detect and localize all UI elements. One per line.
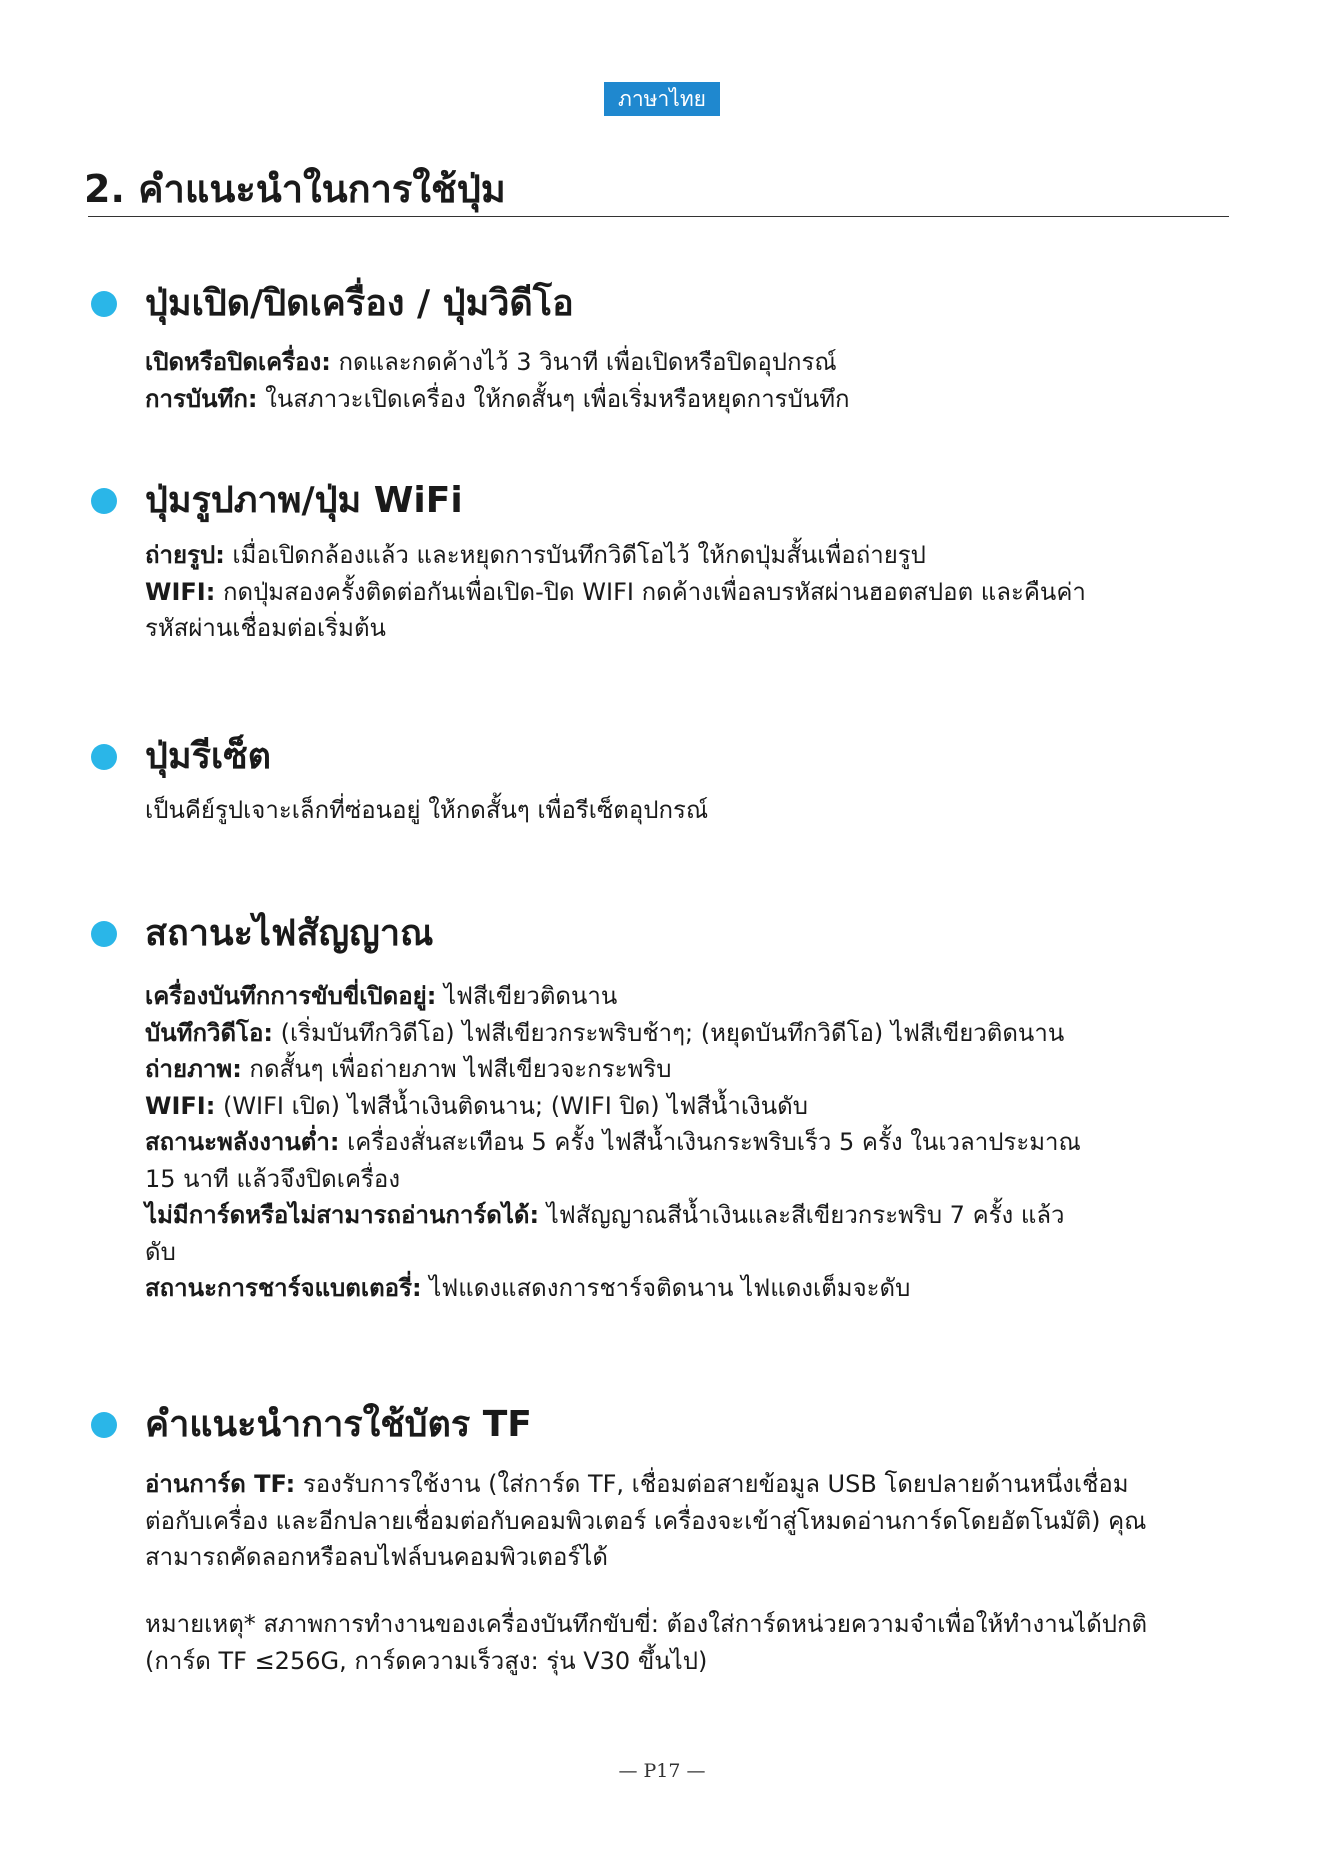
line-text: (WIFI เปิด) ไฟสีน้ำเงินติดนาน; (WIFI ปิด) ไฟสีน้ำเงินดับ [215, 1091, 808, 1120]
line-text: กดปุ่มสองครั้งติดต่อกันเพื่อเปิด-ปิด WIFI กดค้างเพื่อลบรหัสผ่านฮอตสปอต และคืนค่า [215, 577, 1086, 606]
body-line [145, 1539, 1195, 1576]
section-title: ปุ่มเปิด/ปิดเครื่อง / ปุ่มวิดีโอ [145, 283, 574, 324]
line-text: เมื่อเปิดกล้องแล้ว และหยุดการบันทึกวิดีโอไว้ ให้กดปุ่มสั้นเพื่อถ่ายรูป [224, 541, 926, 569]
line-label: WIFI: [145, 577, 216, 606]
line-label: ไม่มีการ์ดหรือไม่สามารถอ่านการ์ดได้: [145, 1201, 540, 1229]
section-body [145, 1466, 1195, 1576]
line-text: เครื่องสั่นสะเทือน 5 ครั้ง ไฟสีน้ำเงินกระพริบเร็ว 5 ครั้ง ในเวลาประมาณ [339, 1128, 1081, 1156]
line-text: สามารถคัดลอกหรือลบไฟล์บนคอมพิวเตอร์ได้ [145, 1543, 608, 1571]
line-text: กดและกดค้างไว้ 3 วินาที เพื่อเปิดหรือปิดอุปกรณ์ [330, 348, 837, 376]
bullet-icon [91, 744, 117, 770]
heading-divider [88, 216, 1229, 217]
section-body [145, 978, 1195, 1307]
line-text: รหัสผ่านเชื่อมต่อเริ่มต้น [145, 614, 386, 642]
body-line [145, 1015, 1195, 1052]
body-line [145, 1197, 1195, 1234]
body-line [145, 1124, 1195, 1161]
section-body [145, 792, 1195, 829]
bullet-icon [91, 921, 117, 947]
body-line [145, 610, 1195, 647]
note-line: (การ์ด TF ≤256G, การ์ดความเร็วสูง: รุ่น V30 ขึ้นไป) [145, 1647, 708, 1675]
body-line [145, 1161, 1195, 1198]
line-label: เปิดหรือปิดเครื่อง: [145, 348, 331, 376]
line-label: ถ่ายภาพ: [145, 1055, 242, 1083]
note-block [145, 1606, 1205, 1680]
line-label: อ่านการ์ด TF: [145, 1470, 296, 1498]
section-title: คำแนะนำการใช้บัตร TF [145, 1404, 532, 1445]
body-line [145, 574, 1195, 611]
bullet-icon [91, 488, 117, 514]
body-line [145, 1270, 1195, 1307]
bullet-icon [91, 291, 117, 317]
body-line [145, 381, 1195, 418]
section-title: ปุ่มรีเซ็ต [145, 736, 272, 777]
line-text: รองรับการใช้งาน (ใส่การ์ด TF, เชื่อมต่อสายข้อมูล USB โดยปลายด้านหนึ่งเชื่อม [295, 1470, 1129, 1498]
line-text: ไฟสัญญาณสีน้ำเงินและสีเขียวกระพริบ 7 ครั้ง แล้ว [539, 1201, 1065, 1229]
line-text: ในสภาวะเปิดเครื่อง ให้กดสั้นๆ เพื่อเริ่มหรือหยุดการบันทึก [257, 384, 850, 413]
line-text: กดสั้นๆ เพื่อถ่ายภาพ ไฟสีเขียวจะกระพริบ [241, 1055, 672, 1083]
line-label: การบันทึก: [145, 384, 258, 413]
note-line: หมายเหตุ* สภาพการทำงานของเครื่องบันทึกขับขี่: ต้องใส่การ์ดหน่วยความจำเพื่อให้ทำงานได้ปกติ [145, 1610, 1148, 1638]
bullet-icon [91, 1412, 117, 1438]
body-line [145, 1503, 1195, 1540]
body-line [145, 1466, 1195, 1503]
line-label: บันทึกวิดีโอ: [145, 1018, 273, 1047]
line-label: สถานะพลังงานต่ำ: [145, 1128, 340, 1156]
line-text: ไฟแดงแสดงการชาร์จติดนาน ไฟแดงเต็มจะดับ [421, 1274, 911, 1302]
line-label: WIFI: [145, 1091, 216, 1120]
body-line [145, 1051, 1195, 1088]
line-label: ถ่ายรูป: [145, 541, 225, 569]
page-number: — P17 — [618, 1760, 706, 1782]
language-tag: ภาษาไทย [604, 82, 720, 116]
line-text: 15 นาที แล้วจึงปิดเครื่อง [145, 1164, 401, 1193]
line-text: ดับ [145, 1237, 176, 1266]
section-title: สถานะไฟสัญญาณ [145, 913, 434, 954]
body-line [145, 1088, 1195, 1125]
line-label: สถานะการชาร์จแบตเตอรี่: [145, 1274, 422, 1302]
body-line [145, 537, 1195, 574]
section-body [145, 344, 1195, 417]
section-title: ปุ่มรูปภาพ/ปุ่ม WiFi [145, 480, 463, 521]
line-label: เครื่องบันทึกการขับขี่เปิดอยู่: [145, 982, 437, 1010]
line-text: (เริ่มบันทึกวิดีโอ) ไฟสีเขียวกระพริบช้าๆ; (หยุดบันทึกวิดีโอ) ไฟสีเขียวติดนาน [272, 1018, 1065, 1047]
body-line [145, 1234, 1195, 1271]
page-title: 2. คำแนะนำในการใช้ปุ่ม [84, 167, 506, 211]
body-line [145, 344, 1195, 381]
section-body [145, 537, 1195, 647]
line-text: ต่อกับเครื่อง และอีกปลายเชื่อมต่อกับคอมพิวเตอร์ เครื่องจะเข้าสู่โหมดอ่านการ์ดโดยอัตโนมัติ) คุณ [145, 1506, 1147, 1535]
line-text: ไฟสีเขียวติดนาน [436, 982, 618, 1010]
body-line [145, 792, 1195, 829]
line-text: เป็นคีย์รูปเจาะเล็กที่ซ่อนอยู่ ให้กดสั้นๆ เพื่อรีเซ็ตอุปกรณ์ [145, 796, 709, 824]
body-line [145, 978, 1195, 1015]
